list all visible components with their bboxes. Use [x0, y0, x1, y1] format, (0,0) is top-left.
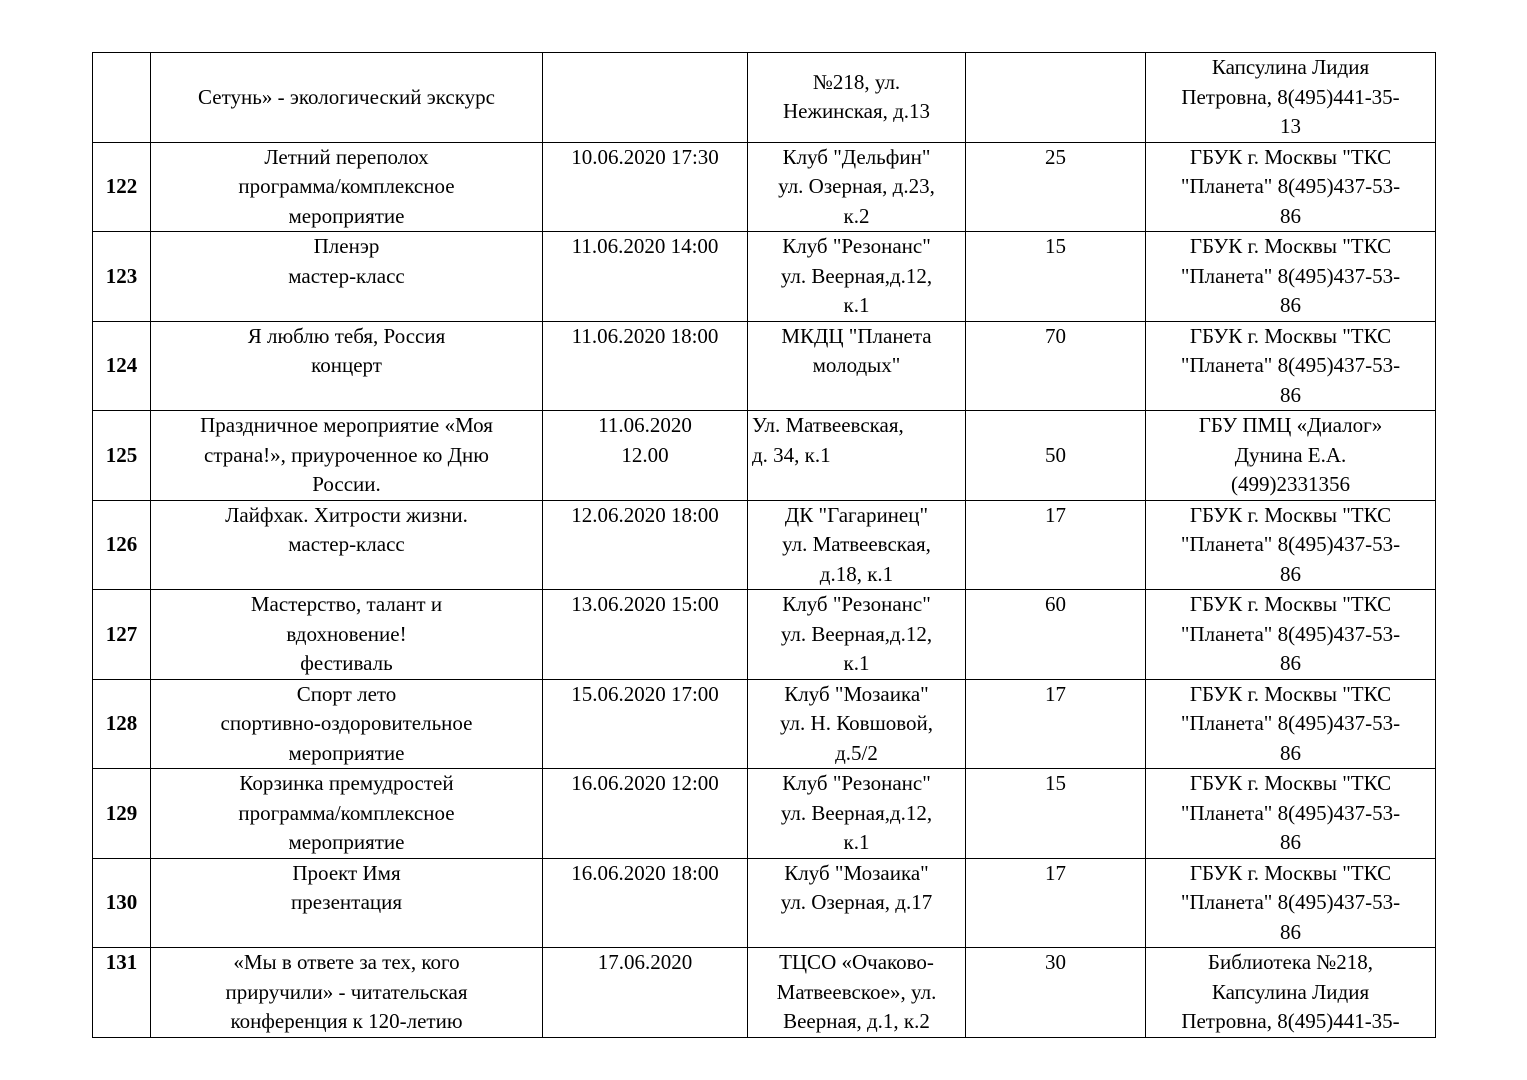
row-number: 129: [93, 769, 151, 859]
event-date: [543, 53, 748, 143]
organizer: ГБУК г. Москвы "ТКС "Планета" 8(495)437-53- 86: [1146, 500, 1436, 590]
organizer: ГБУК г. Москвы "ТКС "Планета" 8(495)437-53- 86: [1146, 590, 1436, 680]
row-number: 127: [93, 590, 151, 680]
participant-count: 17: [966, 858, 1146, 948]
event-date: 11.06.2020 12.00: [543, 411, 748, 501]
event-name: Корзинка премудростей программа/комплексное мероприятие: [151, 769, 543, 859]
event-place: ДК "Гагаринец" ул. Матвеевская, д.18, к.1: [748, 500, 966, 590]
row-number: 123: [93, 232, 151, 322]
event-place: Клуб "Мозаика" ул. Озерная, д.17: [748, 858, 966, 948]
event-name: Спорт лето спортивно-оздоровительное мероприятие: [151, 679, 543, 769]
event-date: 12.06.2020 18:00: [543, 500, 748, 590]
participant-count: 17: [966, 679, 1146, 769]
participant-count: 60: [966, 590, 1146, 680]
table-row: [93, 500, 1436, 590]
event-place: МКДЦ "Планета молодых": [748, 321, 966, 411]
event-date: 13.06.2020 15:00: [543, 590, 748, 680]
event-date: 11.06.2020 18:00: [543, 321, 748, 411]
organizer: ГБУК г. Москвы "ТКС "Планета" 8(495)437-53- 86: [1146, 858, 1436, 948]
row-number: 125: [93, 411, 151, 501]
participant-count: 30: [966, 948, 1146, 1038]
participant-count: 25: [966, 142, 1146, 232]
row-number: 130: [93, 858, 151, 948]
organizer: Библиотека №218, Капсулина Лидия Петровна, 8(495)441-35-: [1146, 948, 1436, 1038]
table-row: [93, 769, 1436, 859]
organizer: ГБУК г. Москвы "ТКС "Планета" 8(495)437-53- 86: [1146, 142, 1436, 232]
organizer: ГБУ ПМЦ «Диалог» Дунина Е.А. (499)2331356: [1146, 411, 1436, 501]
event-name: Пленэр мастер-класс: [151, 232, 543, 322]
event-date: 10.06.2020 17:30: [543, 142, 748, 232]
event-place: №218, ул. Нежинская, д.13: [748, 53, 966, 143]
event-place: Клуб "Резонанс" ул. Веерная,д.12, к.1: [748, 232, 966, 322]
event-place: Ул. Матвеевская, д. 34, к.1: [748, 411, 966, 501]
organizer: ГБУК г. Москвы "ТКС "Планета" 8(495)437-53- 86: [1146, 321, 1436, 411]
table-row: [93, 53, 1436, 143]
row-number: 122: [93, 142, 151, 232]
participant-count: 50: [966, 411, 1146, 501]
event-name: Проект Имя презентация: [151, 858, 543, 948]
row-number: [93, 53, 151, 143]
row-number: 131: [93, 948, 151, 1038]
participant-count: 70: [966, 321, 1146, 411]
event-place: Клуб "Резонанс" ул. Веерная,д.12, к.1: [748, 590, 966, 680]
participant-count: 15: [966, 769, 1146, 859]
organizer: Капсулина Лидия Петровна, 8(495)441-35- 13: [1146, 53, 1436, 143]
event-date: 17.06.2020: [543, 948, 748, 1038]
event-name: Мастерство, талант и вдохновение! фестиваль: [151, 590, 543, 680]
event-date: 16.06.2020 12:00: [543, 769, 748, 859]
event-name: Лайфхак. Хитрости жизни. мастер-класс: [151, 500, 543, 590]
table-row: [93, 232, 1436, 322]
organizer: ГБУК г. Москвы "ТКС "Планета" 8(495)437-53- 86: [1146, 769, 1436, 859]
participant-count: [966, 53, 1146, 143]
event-name: Я люблю тебя, Россия концерт: [151, 321, 543, 411]
event-date: 11.06.2020 14:00: [543, 232, 748, 322]
document-page: [92, 52, 1436, 1038]
organizer: ГБУК г. Москвы "ТКС "Планета" 8(495)437-53- 86: [1146, 679, 1436, 769]
table-row: [93, 590, 1436, 680]
row-number: 126: [93, 500, 151, 590]
event-date: 16.06.2020 18:00: [543, 858, 748, 948]
table-row: [93, 142, 1436, 232]
event-date: 15.06.2020 17:00: [543, 679, 748, 769]
event-place: Клуб "Резонанс" ул. Веерная,д.12, к.1: [748, 769, 966, 859]
event-name: Летний переполох программа/комплексное мероприятие: [151, 142, 543, 232]
table-row: [93, 858, 1436, 948]
row-number: 124: [93, 321, 151, 411]
event-place: Клуб "Мозаика" ул. Н. Ковшовой, д.5/2: [748, 679, 966, 769]
table-row: [93, 321, 1436, 411]
organizer: ГБУК г. Москвы "ТКС "Планета" 8(495)437-53- 86: [1146, 232, 1436, 322]
event-name: Праздничное мероприятие «Моя страна!», приуроченное ко Дню России.: [151, 411, 543, 501]
event-name: Сетунь» - экологический экскурс: [151, 53, 543, 143]
event-place: Клуб "Дельфин" ул. Озерная, д.23, к.2: [748, 142, 966, 232]
event-place: ТЦСО «Очаково- Матвеевское», ул. Веерная, д.1, к.2: [748, 948, 966, 1038]
table-row: [93, 679, 1436, 769]
participant-count: 15: [966, 232, 1146, 322]
event-name: «Мы в ответе за тех, кого приручили» - читательская конференция к 120-летию: [151, 948, 543, 1038]
participant-count: 17: [966, 500, 1146, 590]
table-row: [93, 948, 1436, 1038]
table-row: [93, 411, 1436, 501]
events-table: [92, 52, 1436, 1038]
row-number: 128: [93, 679, 151, 769]
